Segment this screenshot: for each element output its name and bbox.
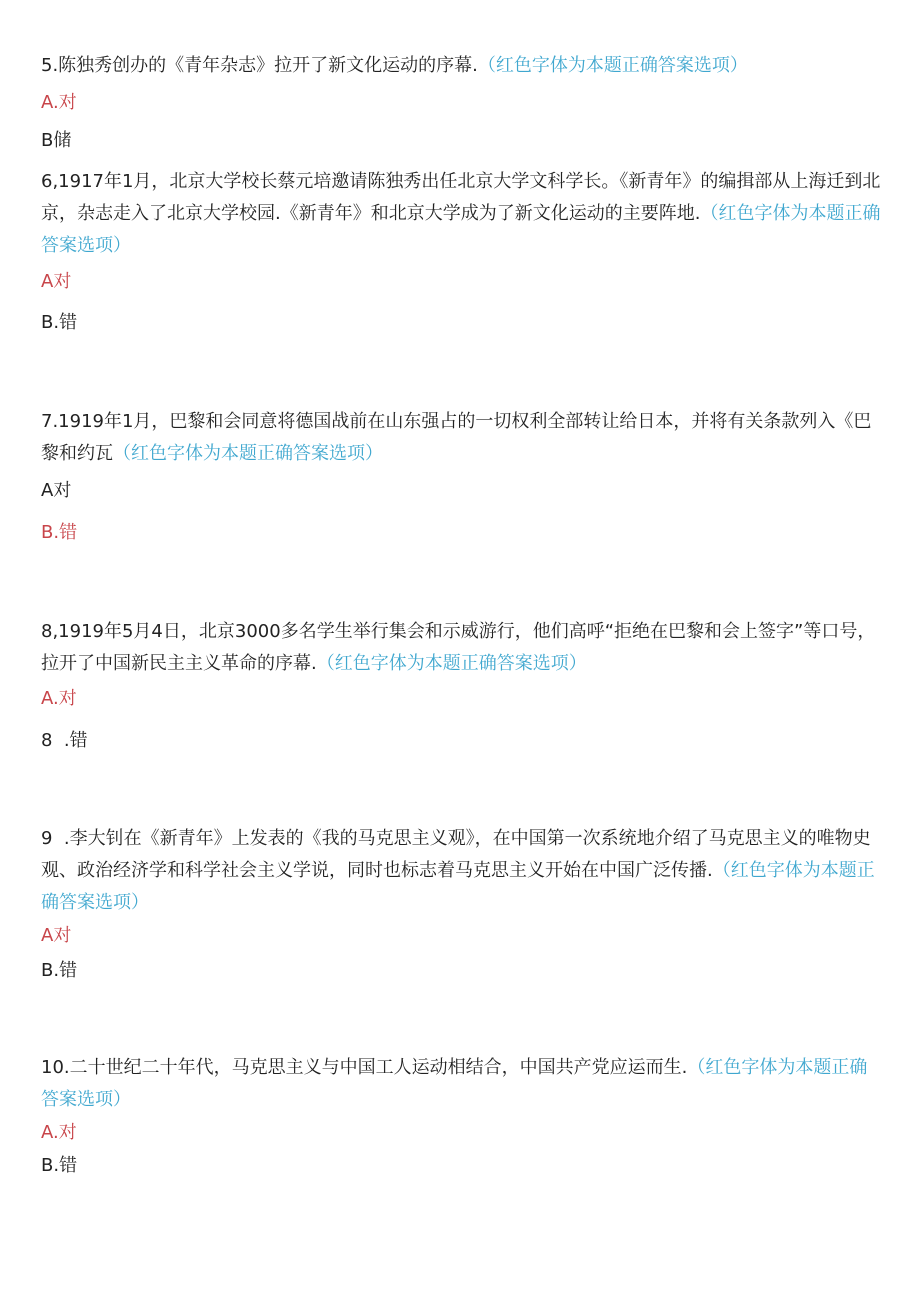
answer-hint: （红色字体为本题正确答案选项） (113, 443, 383, 464)
answer-hint: （红色字体为本题正确答案选项） (41, 203, 881, 256)
answer-hint: （红色字体为本题正确答案选项） (41, 1057, 868, 1110)
question-10-option-b: B.错 (41, 1155, 78, 1176)
question-5-option-a: A.对 (41, 92, 77, 113)
question-5-option-b: B储 (41, 130, 72, 151)
question-7-option-a: A对 (41, 480, 72, 501)
question-5 (41, 50, 883, 82)
question-6 (41, 166, 883, 262)
question-text: 7.1919年1月，巴黎和会同意将德国战前在山东强占的一切权利全部转让给日本，并将有关条款列入《巴黎和约瓦 (41, 411, 872, 464)
question-9-option-a: A对 (41, 925, 72, 946)
question-text: 8,1919年5月4日，北京3000多名学生举行集会和示威游行，他们高呼“拒绝在巴黎和会上签字”等口号，拉开了中国新民主主义革命的序幕. (41, 621, 876, 674)
question-8 (41, 616, 883, 680)
question-text: 5.陈独秀创办的《青年杂志》拉开了新文化运动的序幕. (41, 55, 478, 76)
question-8-option-a: A.对 (41, 688, 77, 709)
answer-hint: （红色字体为本题正确答案选项） (316, 653, 587, 674)
question-text: 9 .李大钊在《新青年》上发表的《我的马克思主义观》，在中国第一次系统地介绍了马克思主义的唯物史观、政治经济学和科学社会主义学说，同时也标志着马克思主义开始在中国广泛传播. (41, 828, 871, 881)
question-text: 10.二十世纪二十年代，马克思主义与中国工人运动相结合，中国共产党应运而生. (41, 1057, 688, 1078)
question-9 (41, 823, 883, 919)
question-6-option-b: B.错 (41, 312, 78, 333)
question-10-option-a: A.对 (41, 1122, 77, 1143)
answer-hint: （红色字体为本题正确答案选项） (477, 55, 748, 76)
answer-hint: （红色字体为本题正确答案选项） (41, 860, 875, 913)
question-7 (41, 406, 883, 470)
question-7-option-b: B.错 (41, 522, 78, 543)
question-9-option-b: B.错 (41, 960, 78, 981)
question-8-option-b: 8 .错 (41, 730, 88, 751)
question-text: 6,1917年1月，北京大学校长蔡元培邀请陈独秀出任北京大学文科学长。《新青年》的编揖部从上海迁到北京，杂志走入了北京大学校园.《新青年》和北京大学成为了新文化运动的主要阵地. (41, 171, 881, 224)
question-6-option-a: A对 (41, 271, 72, 292)
question-10 (41, 1052, 883, 1116)
